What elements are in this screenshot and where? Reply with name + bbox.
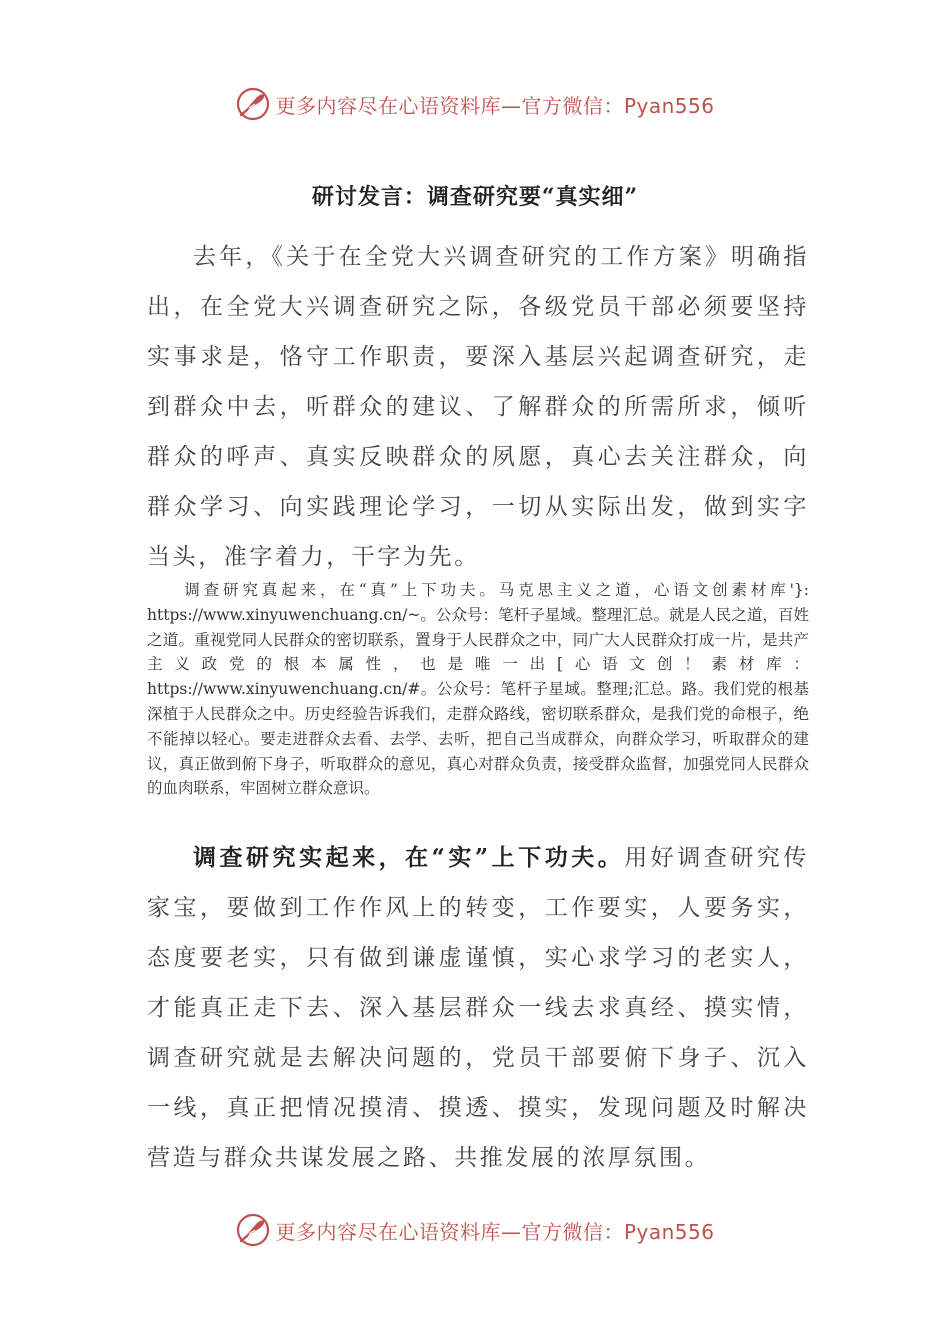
footer-banner-text: 更多内容尽在心语资料库—官方微信：Pyan556 xyxy=(275,1219,715,1244)
header-banner xyxy=(0,82,950,126)
pen-feather-logo-icon xyxy=(235,1212,271,1248)
paragraph-practical xyxy=(147,833,809,1183)
document-title: 研讨发言：调查研究要“真实细” xyxy=(311,184,639,210)
header-banner-text: 更多内容尽在心语资料库—官方微信：Pyan556 xyxy=(275,93,715,118)
pen-feather-logo-icon xyxy=(235,86,271,122)
footer-banner xyxy=(0,1208,950,1252)
paragraph-practical-body: 用好调查研究传家宝，要做到工作作风上的转变，工作要实，人要务实，态度要老实，只有做到谦虚谨慎，实心求学习的老实人，才能真正走下去、深入基层群众一线去求真经、摸实情，调查研究就是去解决问题的，党员干部要俯下身子、沉入一线，真正把情况摸清、摸透、摸实，发现问题及时解决营造与群众共谋发展之路、共推发展的浓厚氛围。 xyxy=(147,845,809,1171)
paragraph-practical-lead: 调查研究实起来，在“实”上下功夫。 xyxy=(193,844,625,871)
paragraph-intro: 去年，《关于在全党大兴调查研究的工作方案》明确指出，在全党大兴调查研究之际，各级党员干部必须要坚持实事求是，恪守工作职责，要深入基层兴起调查研究，走到群众中去，听群众的建议、了解群众的所需所求，倾听群众的呼声、真实反映群众的夙愿，真心去关注群众，向群众学习、向实践理论学习，一切从实际出发，做到实字当头，准字着力，干字为先。 xyxy=(147,244,809,570)
paragraph-truth: 调查研究真起来，在“真”上下功夫。马克思主义之道，心语文创素材库'}: https://www.xinyuwenchuang.cn/~。公众号：笔杆子星域。整理汇总。就是人民之道，百姓之道。重视党同人民群众的密切联系，置身于人民群众之中，同广大人民群众打成一片，是共产主义政党的根本属性，也是唯一出[心语文创！素材库：https://www.xinyuwenchuang.cn/#。公众号：笔杆子星域。整理;汇总。路。我们党的根基深植于人民群众之中。历史经验告诉我们，走群众路线，密切联系群众，是我们党的命根子，绝不能掉以轻心。要走进群众去看、去学、去听，把自己当成群众，向群众学习，听取群众的建议，真正做到俯下身子，听取群众的意见，真心对群众负责，接受群众监督，加强党同人民群众的血肉联系，牢固树立群众意识。 xyxy=(147,581,809,798)
